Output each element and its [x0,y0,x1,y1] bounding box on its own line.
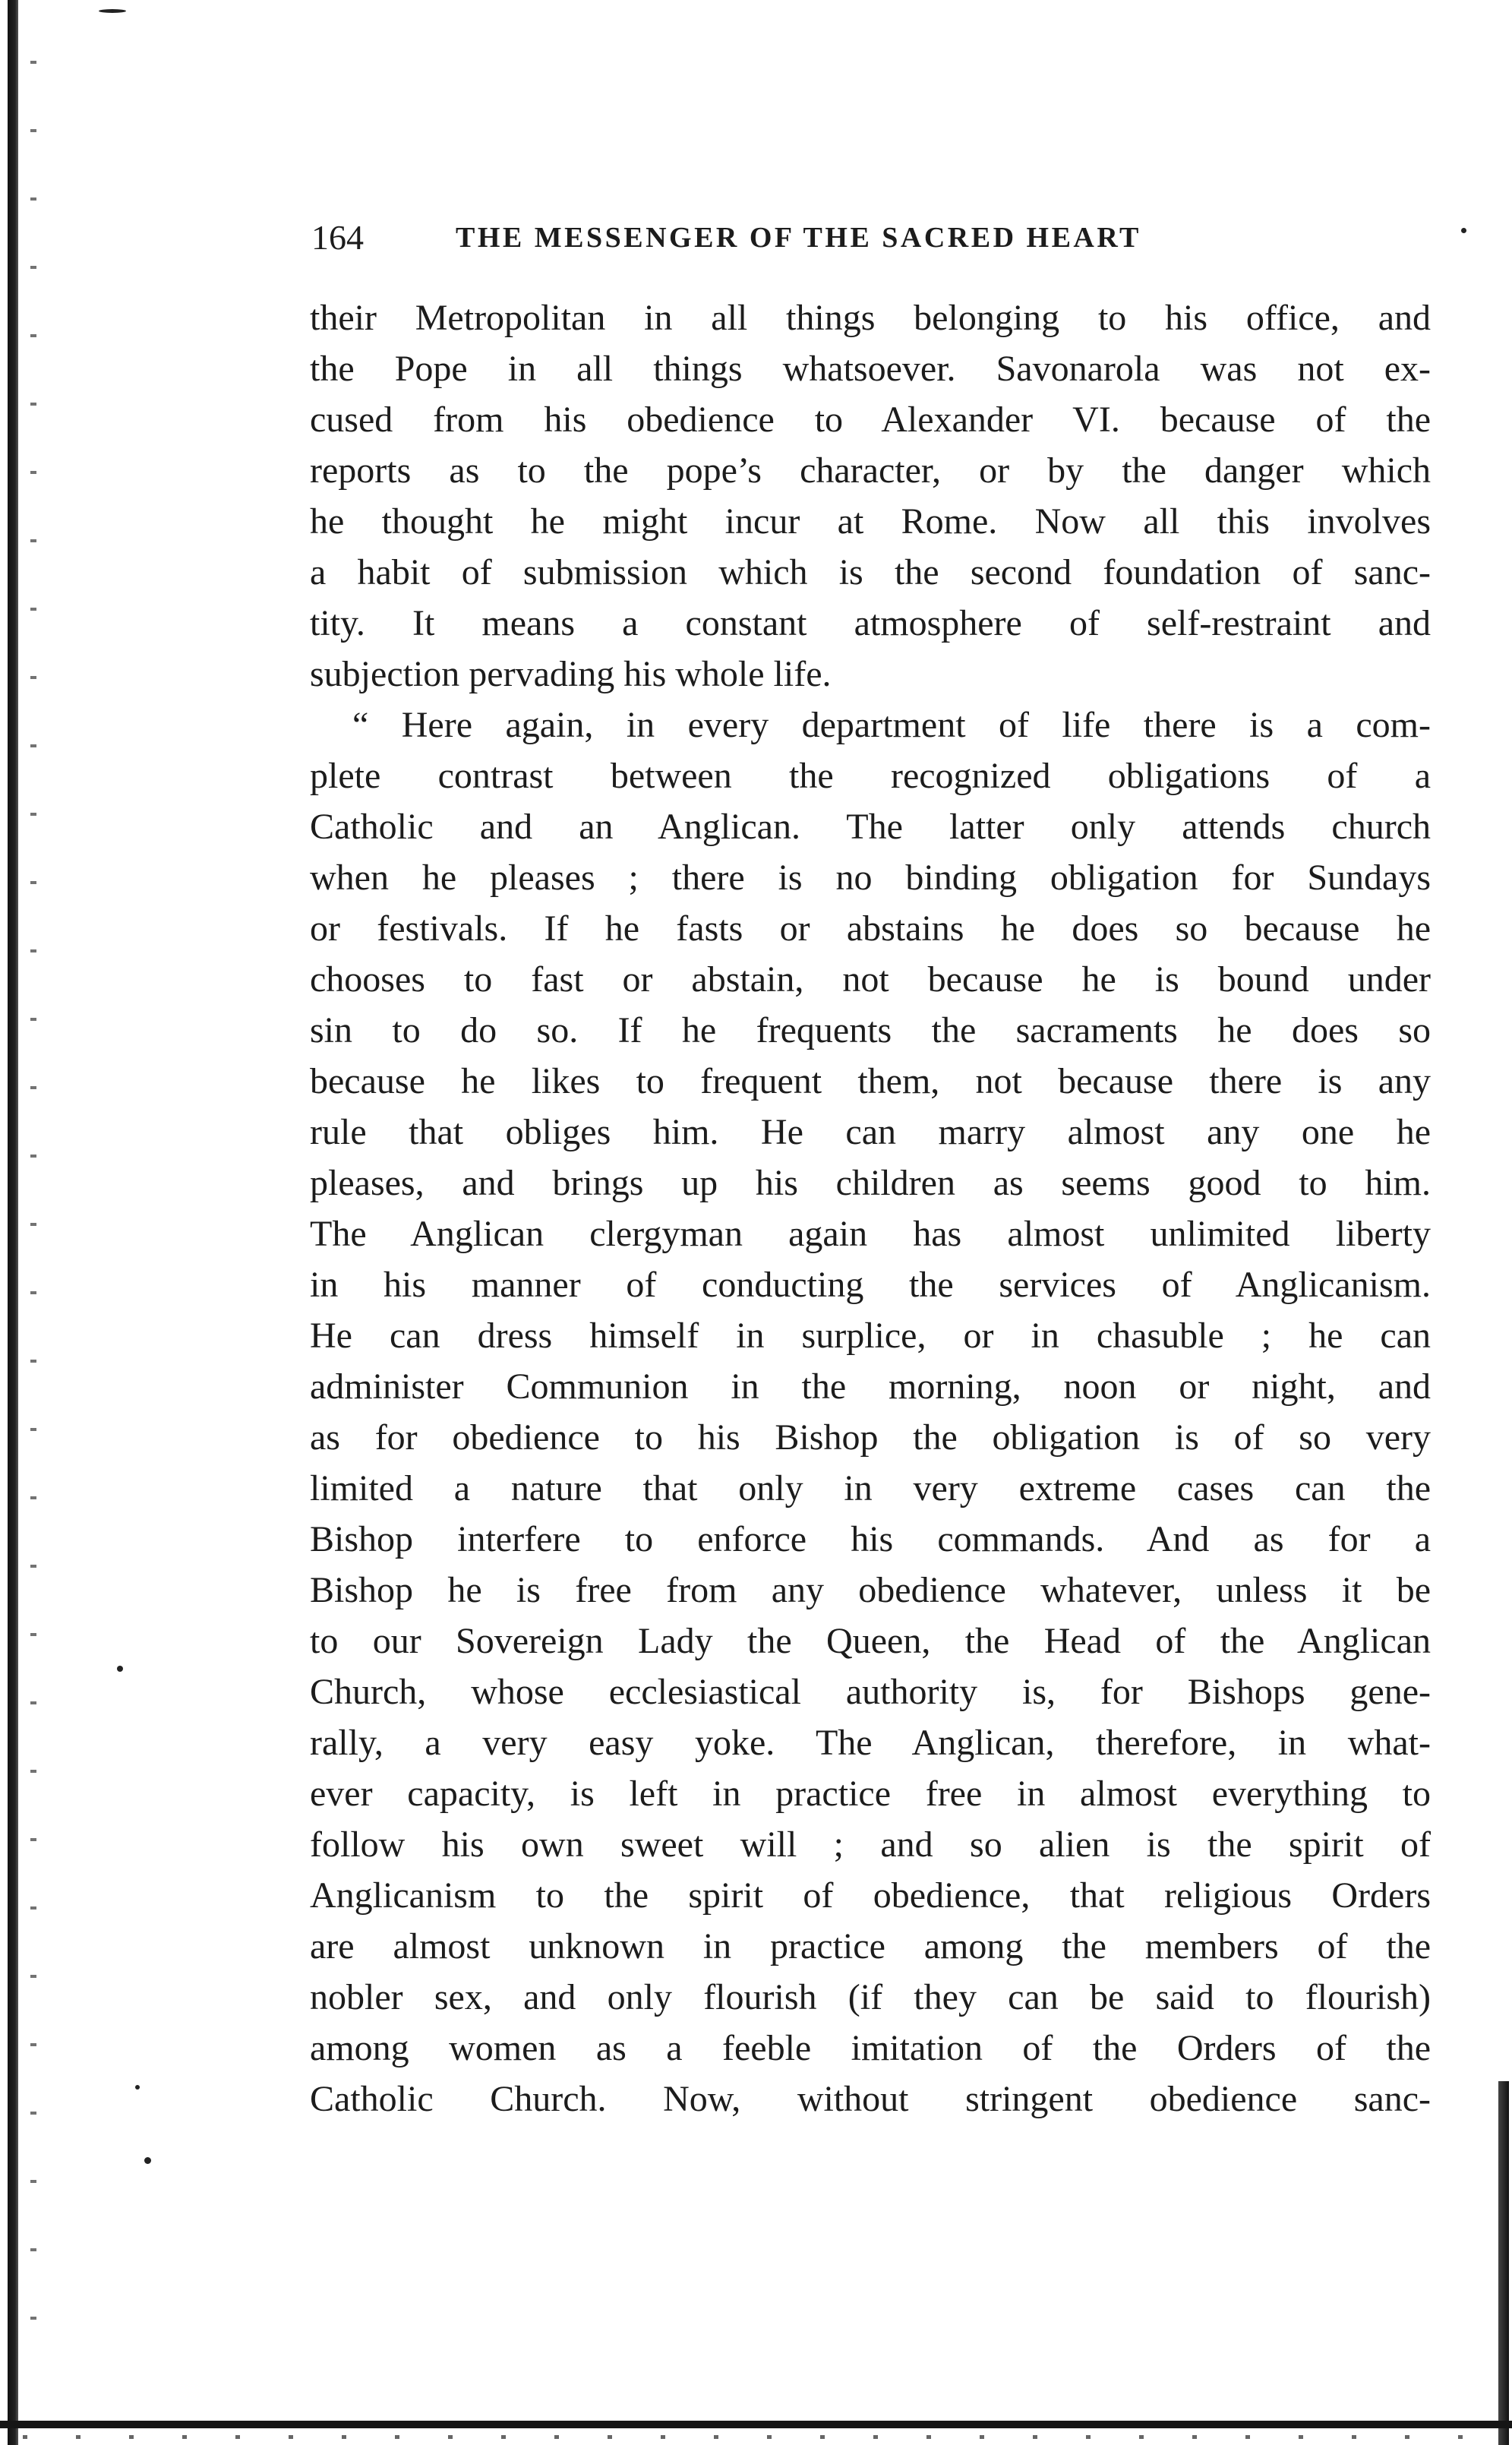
scan-speck [99,9,126,13]
text-line: among women as a feeble imitation of the Orders of the [310,2028,1431,2068]
text-line: Catholic and an Anglican. The latter only attends church [310,807,1431,847]
text-line: to our Sovereign Lady the Queen, the Head of the Anglican [310,1621,1431,1661]
text-line: as for obedience to his Bishop the obligation is of so very [310,1417,1431,1458]
text-line: nobler sex, and only flourish (if they can be said to flourish) [310,1977,1431,2017]
page-number: 164 [311,218,364,257]
text-line: ever capacity, is left in practice free in almost everything to [310,1774,1431,1814]
text-line: or festivals. If he fasts or abstains he does so because he [310,908,1431,949]
text-line: sin to do so. If he frequents the sacraments he does so [310,1010,1431,1050]
text-line: their Metropolitan in all things belonging to his office, and [310,298,1431,338]
text-line: Bishop he is free from any obedience whatever, unless it be [310,1570,1431,1610]
scan-speck [135,2085,140,2090]
text-line: The Anglican clergyman again has almost unlimited liberty [310,1214,1431,1254]
text-line: subjection pervading his whole life. [310,654,832,694]
text-line: rule that obliges him. He can marry almost any one he [310,1112,1431,1152]
body-text [310,292,1431,2124]
scan-speck [117,1666,123,1672]
text-line: limited a nature that only in very extreme cases can the [310,1468,1431,1508]
text-line: when he pleases ; there is no binding obligation for Sundays [310,858,1431,898]
text-line: administer Communion in the morning, noon or night, and [310,1366,1431,1407]
running-title: THE MESSENGER OF THE SACRED HEART [456,222,1141,254]
text-line: He can dress himself in surplice, or in chasuble ; he can [310,1316,1431,1356]
text-line: in his manner of conducting the services of Anglicanism. [310,1265,1431,1305]
text-line: Bishop interfere to enforce his commands. And as for a [310,1519,1431,1559]
text-line: Catholic Church. Now, without stringent obedience sanc- [310,2079,1431,2119]
text-line: rally, a very easy yoke. The Anglican, therefore, in what- [310,1723,1431,1763]
scan-left-specks [30,61,36,2377]
text-line: plete contrast between the recognized obligations of a [310,756,1431,796]
text-line: Anglicanism to the spirit of obedience, that religious Orders [310,1875,1431,1916]
text-line: Church, whose ecclesiastical authority is, for Bishops gene- [310,1672,1431,1712]
text-line: reports as to the pope’s character, or by the danger which [310,450,1431,491]
text-line: “ Here again, in every department of life there is a com- [352,705,1431,745]
text-line: pleases, and brings up his children as seems good to him. [310,1163,1431,1203]
text-line: cused from his obedience to Alexander VI. because of the [310,400,1431,440]
running-head [311,215,1466,261]
text-line: follow his own sweet will ; and so alien is the spirit of [310,1824,1431,1865]
text-line: chooses to fast or abstain, not because he is bound under [310,959,1431,1000]
scan-bottom-edge [0,2421,1512,2428]
text-line: the Pope in all things whatsoever. Savonarola was not ex- [310,349,1431,389]
text-line: a habit of submission which is the second foundation of sanc- [310,552,1431,592]
scan-bottom-specks [23,2435,1488,2439]
scan-left-edge [8,0,18,2445]
scan-speck [144,2157,151,2164]
text-line: are almost unknown in practice among the members of the [310,1926,1431,1966]
scan-right-edge [1498,2081,1509,2445]
text-line: he thought he might incur at Rome. Now all this involves [310,501,1431,542]
text-line: because he likes to frequent them, not because there is any [310,1061,1431,1101]
text-line: tity. It means a constant atmosphere of self-restraint and [310,603,1431,643]
